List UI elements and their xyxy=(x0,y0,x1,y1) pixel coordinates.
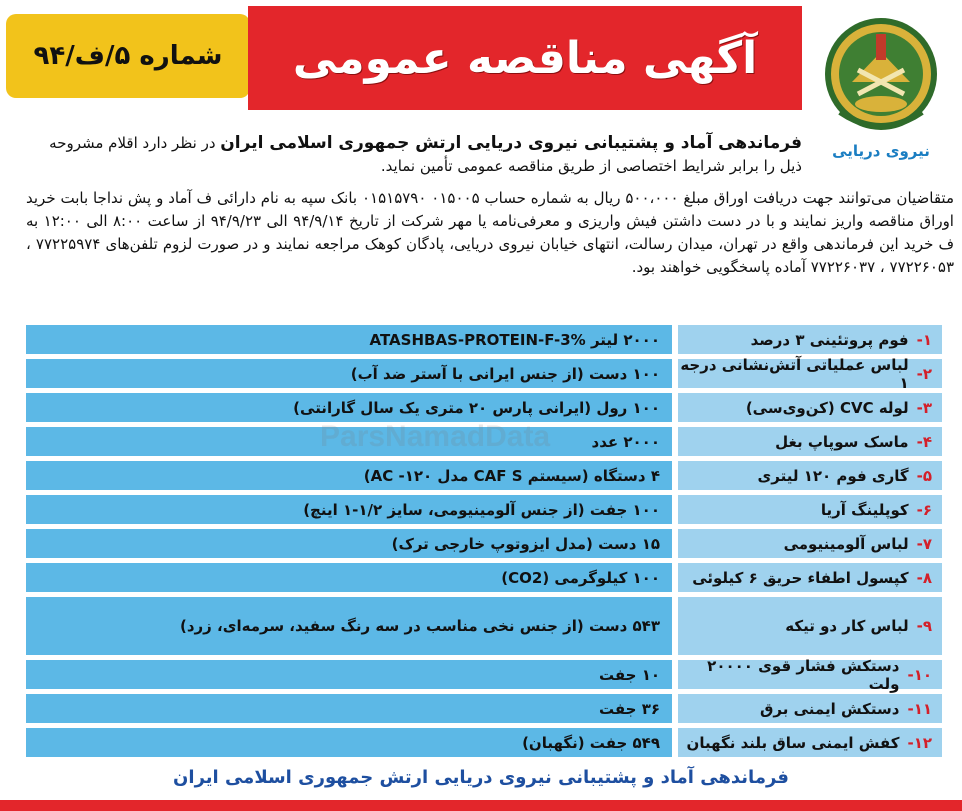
item-name-cell xyxy=(678,529,942,558)
item-number: ۱- xyxy=(916,330,932,349)
item-number: ۱۰- xyxy=(907,665,932,684)
item-number: ۳- xyxy=(916,398,932,417)
item-spec: ۲۰۰۰ عدد xyxy=(26,427,672,456)
item-name-cell xyxy=(678,597,942,655)
item-name: فوم پروتئینی ۳ درصد xyxy=(750,330,909,349)
item-number: ۴- xyxy=(916,432,932,451)
item-name: لباس آلومینیومی xyxy=(783,534,909,553)
item-spec: ۲۰۰۰ لیتر ATASHBAS-PROTEIN-F-3% xyxy=(26,325,672,354)
navy-emblem-icon xyxy=(822,12,940,142)
item-name-cell xyxy=(678,427,942,456)
item-name: لباس عملیاتی آتش‌نشانی درجه ۱ xyxy=(680,355,909,392)
item-name-cell xyxy=(678,694,942,723)
item-name: کپسول اطفاء حریق ۶ کیلوئی xyxy=(692,568,909,587)
item-name-cell xyxy=(678,393,942,422)
table-row xyxy=(26,461,942,490)
item-number: ۱۲- xyxy=(907,733,932,752)
item-name: کفش ایمنی ساق بلند نگهبان xyxy=(686,733,900,752)
intro-text xyxy=(26,132,802,178)
footer xyxy=(0,760,962,794)
intro-rest: در نظر دارد اقلام مشروحه ذیل را برابر شرایط اختصاصی از طریق مناقصه عمومی تأمین نماید. xyxy=(49,134,802,175)
bottom-bar xyxy=(0,800,962,811)
item-number: ۵- xyxy=(916,466,932,485)
instructions-paragraph: متقاضیان می‌توانند جهت دریافت اوراق مبلغ ۵۰۰،۰۰۰ ریال به شماره حساب ۰۱۵۰۰۵ ۰۱۵۱۵۷۹۰ بانک سپه به نام دارائی ف آماد و پش نداجا بابت خرید اوراق مناقصه واریز نمایند و با در دست داشتن فیش واریزی و معرفی‌نامه یا مهر شرکت از تاریخ ۹۴/۹/۱۴ الی ۹۴/۹/۲۳ از ساعت ۸:۰۰ الی ۱۲:۰۰ به ف خرید این فرماندهی واقع در تهران، میدان رسالت، انتهای خیابان نیروی دریایی، پادگان کوهک مراجعه نمایند و در صورت لزوم تلفن‌های ۷۷۲۲۵۹۷۴ ، ۷۷۲۲۶۰۵۳ ، ۷۷۲۲۶۰۳۷ آماده پاسخگویی خواهند بود. xyxy=(26,189,955,276)
item-name-cell xyxy=(678,495,942,524)
table-row xyxy=(26,325,942,354)
items-table xyxy=(26,325,942,762)
item-number: ۱۱- xyxy=(907,699,932,718)
table-row xyxy=(26,728,942,757)
table-row xyxy=(26,393,942,422)
item-name-cell xyxy=(678,563,942,592)
table-row xyxy=(26,597,942,655)
item-number: ۸- xyxy=(916,568,932,587)
item-name: ماسک سوپاپ بغل xyxy=(775,432,909,451)
item-name: لباس کار دو تیکه xyxy=(785,617,909,635)
item-name: لوله CVC (کن‌وی‌سی) xyxy=(745,398,909,417)
item-name-cell xyxy=(678,461,942,490)
item-number: ۹- xyxy=(916,617,932,635)
item-number: ۷- xyxy=(916,534,932,553)
item-name: کوپلینگ آریا xyxy=(820,500,909,519)
item-spec: ۴ دستگاه (سیستم CAF S مدل ۱۲۰- AC) xyxy=(26,461,672,490)
page-title: آگهی مناقصه عمومی xyxy=(292,32,758,84)
table-row xyxy=(26,495,942,524)
table-row xyxy=(26,529,942,558)
item-name-cell xyxy=(678,656,942,693)
item-number: ۲- xyxy=(916,364,932,383)
item-spec: ۱۰۰ جفت (از جنس آلومینیومی، سایز ۱/۲-۱ اینچ) xyxy=(26,495,672,524)
organization-name: فرماندهی آماد و پشتیبانی نیروی دریایی ارتش جمهوری اسلامی ایران xyxy=(220,133,802,153)
item-spec: ۱۵ دست (مدل ایزوتوپ خارجی ترک) xyxy=(26,529,672,558)
table-row xyxy=(26,427,942,456)
notice-number-badge xyxy=(6,14,250,98)
item-spec: ۳۶ جفت xyxy=(26,694,672,723)
table-row xyxy=(26,694,942,723)
item-spec: ۱۰۰ کیلوگرمی (CO2) xyxy=(26,563,672,592)
item-spec: ۱۰ جفت xyxy=(26,660,672,689)
table-row xyxy=(26,563,942,592)
navy-emblem xyxy=(806,12,956,172)
item-name-cell xyxy=(678,355,942,392)
item-spec: ۵۴۹ جفت (نگهبان) xyxy=(26,728,672,757)
table-row xyxy=(26,355,942,392)
footer-organization: فرماندهی آماد و پشتیبانی نیروی دریایی ارتش جمهوری اسلامی ایران xyxy=(173,766,789,788)
item-name-cell xyxy=(678,728,942,757)
emblem-caption: نیروی دریایی xyxy=(832,142,930,160)
item-spec: ۱۰۰ رول (ایرانی پارس ۲۰ متری یک سال گارانتی) xyxy=(26,393,672,422)
item-name-cell xyxy=(678,325,942,354)
item-name: گاری فوم ۱۲۰ لیتری xyxy=(757,466,909,485)
item-number: ۶- xyxy=(916,500,932,519)
item-name: دستکش فشار قوی ۲۰۰۰۰ ولت xyxy=(707,656,900,693)
item-spec: ۱۰۰ دست (از جنس ایرانی با آستر ضد آب) xyxy=(26,359,672,388)
item-spec: ۵۴۳ دست (از جنس نخی مناسب در سه رنگ سفید، سرمه‌ای، زرد) xyxy=(26,597,672,655)
title-band xyxy=(248,6,802,110)
item-name: دستکش ایمنی برق xyxy=(760,699,900,718)
table-row xyxy=(26,656,942,693)
notice-number: شماره ۵/ف/۹۴ xyxy=(33,41,223,71)
